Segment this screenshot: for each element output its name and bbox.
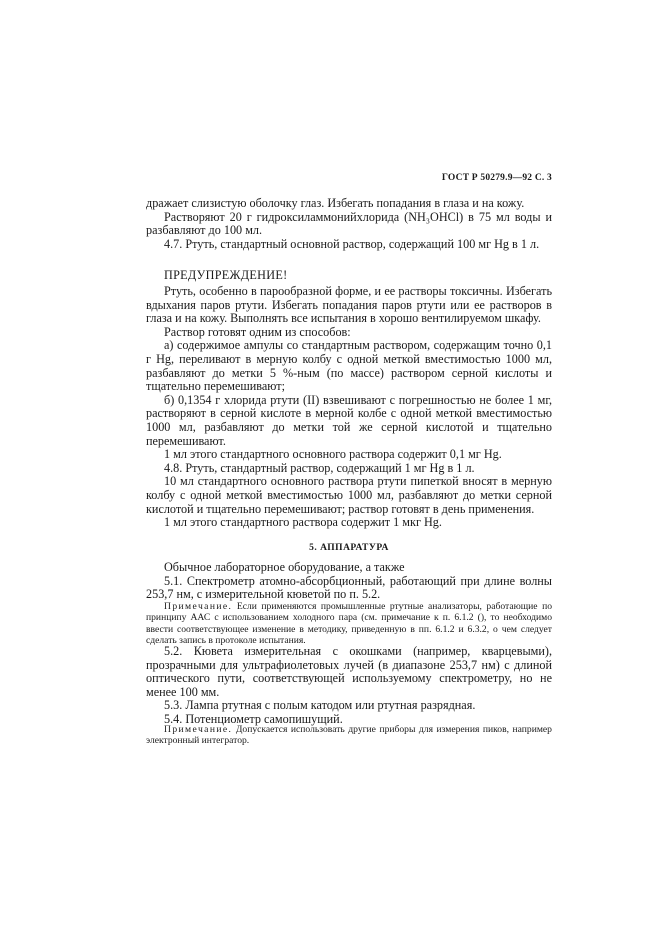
note-label: Примечание. [164, 601, 233, 612]
note-label: Примечание. [164, 724, 233, 735]
paragraph: 10 мл стандартного основного раствора ртути пипеткой вносят в мерную колбу с одной меткой вместимостью 1000 мл, разбавляют до метки серной кислотой и тщательно перемешивают; раствор готовят в день применения. [146, 474, 552, 516]
text-block-apparatus [146, 561, 552, 602]
note-2 [146, 724, 552, 747]
note-1 [146, 601, 552, 647]
paragraph: 4.8. Ртуть, стандартный раствор, содержащий 1 мг Hg в 1 л. [164, 460, 475, 475]
note-text: Если применяются промышленные ртутные анализаторы, работающие по принципу ААС с использованием холодного пара (см. примечание к п. 6.1.2 (), то необходимо ввести соответствующее изменение в методику, приведенную в пп. 6.1.2 и 6.3.2, о чем следует сделать запись в протоколе испытания. [146, 601, 552, 647]
paragraph: Растворяют 20 г гидроксиламмонийхлорида (NH₃OHCl) в 75 мл воды и разбавляют до 100 мл. [146, 209, 552, 238]
section-title: 5. АППАРАТУРА [309, 543, 389, 553]
paragraph: б) 0,1354 г хлорида ртути (II) взвешивают с погрешностью не более 1 мг, растворяют в серной кислоте в мерной колбе с одной меткой вместимостью 1000 мл, разбавляют до метки той же серной кислотой и тщательно перемешивают. [146, 392, 552, 448]
paragraph: 1 мл этого стандартного основного раствора содержит 0,1 мг Hg. [164, 447, 502, 462]
paragraph: а) содержимое ампулы со стандартным раствором, содержащим точно 0,1 г Hg, переливают в мерную колбу с одной меткой вместимостью 1000 мл, разбавляют до метки 5 %-ным (по массе) раствором серной кислоты и тщательно перемешивают; [146, 338, 552, 394]
warning-title: ПРЕДУПРЕЖДЕНИЕ! [164, 268, 288, 282]
paragraph: 4.7. Ртуть, стандартный основной раствор, содержащий 100 мг Hg в 1 л. [164, 236, 540, 251]
page-header: ГОСТ Р 50279.9—92 С. 3 [441, 173, 552, 183]
paragraph: 5.2. Кювета измерительная с окошками (например, кварцевыми), прозрачными для ультрафиолетовых лучей (в диапазоне 253,7 нм) с длиной оптического пути, соответствующей используемому спектрометру, но не менее 100 мм. [146, 644, 552, 699]
text-block-reagents [146, 197, 552, 251]
text-block-apparatus-2 [146, 645, 552, 727]
paragraph: 1 мл этого стандартного раствора содержит 1 мкг Hg. [164, 515, 442, 530]
paragraph: Обычное лабораторное оборудование, а также [164, 560, 405, 574]
paragraph: Ртуть, особенно в парообразной форме, и ее растворы токсичны. Избегать вдыхания паров ртути. Избегать попадания паров ртути или ее растворов в глаза и на кожу. Выполнять все испытания в хорошо вентилируемом шкафу. [146, 284, 552, 326]
paragraph: 5.1. Спектрометр атомно-абсорбционный, работающий при длине волны 253,7 нм, с измерительной кюветой по п. 5.2. [146, 573, 552, 602]
paragraph: 5.3. Лампа ртутная с полым катодом или ртутная разрядная. [164, 698, 476, 713]
paragraph: Раствор готовят одним из способов: [164, 324, 351, 339]
note-text: Допускается использовать другие приборы для измерения пиков, например электронный интегратор. [146, 724, 552, 747]
paragraph: дражает слизистую оболочку глаз. Избегать попадания в глаза и на кожу. [146, 196, 525, 210]
text-block-mercury [146, 285, 552, 530]
paragraph: 5.4. Потенциометр самопишущий. [164, 711, 343, 726]
